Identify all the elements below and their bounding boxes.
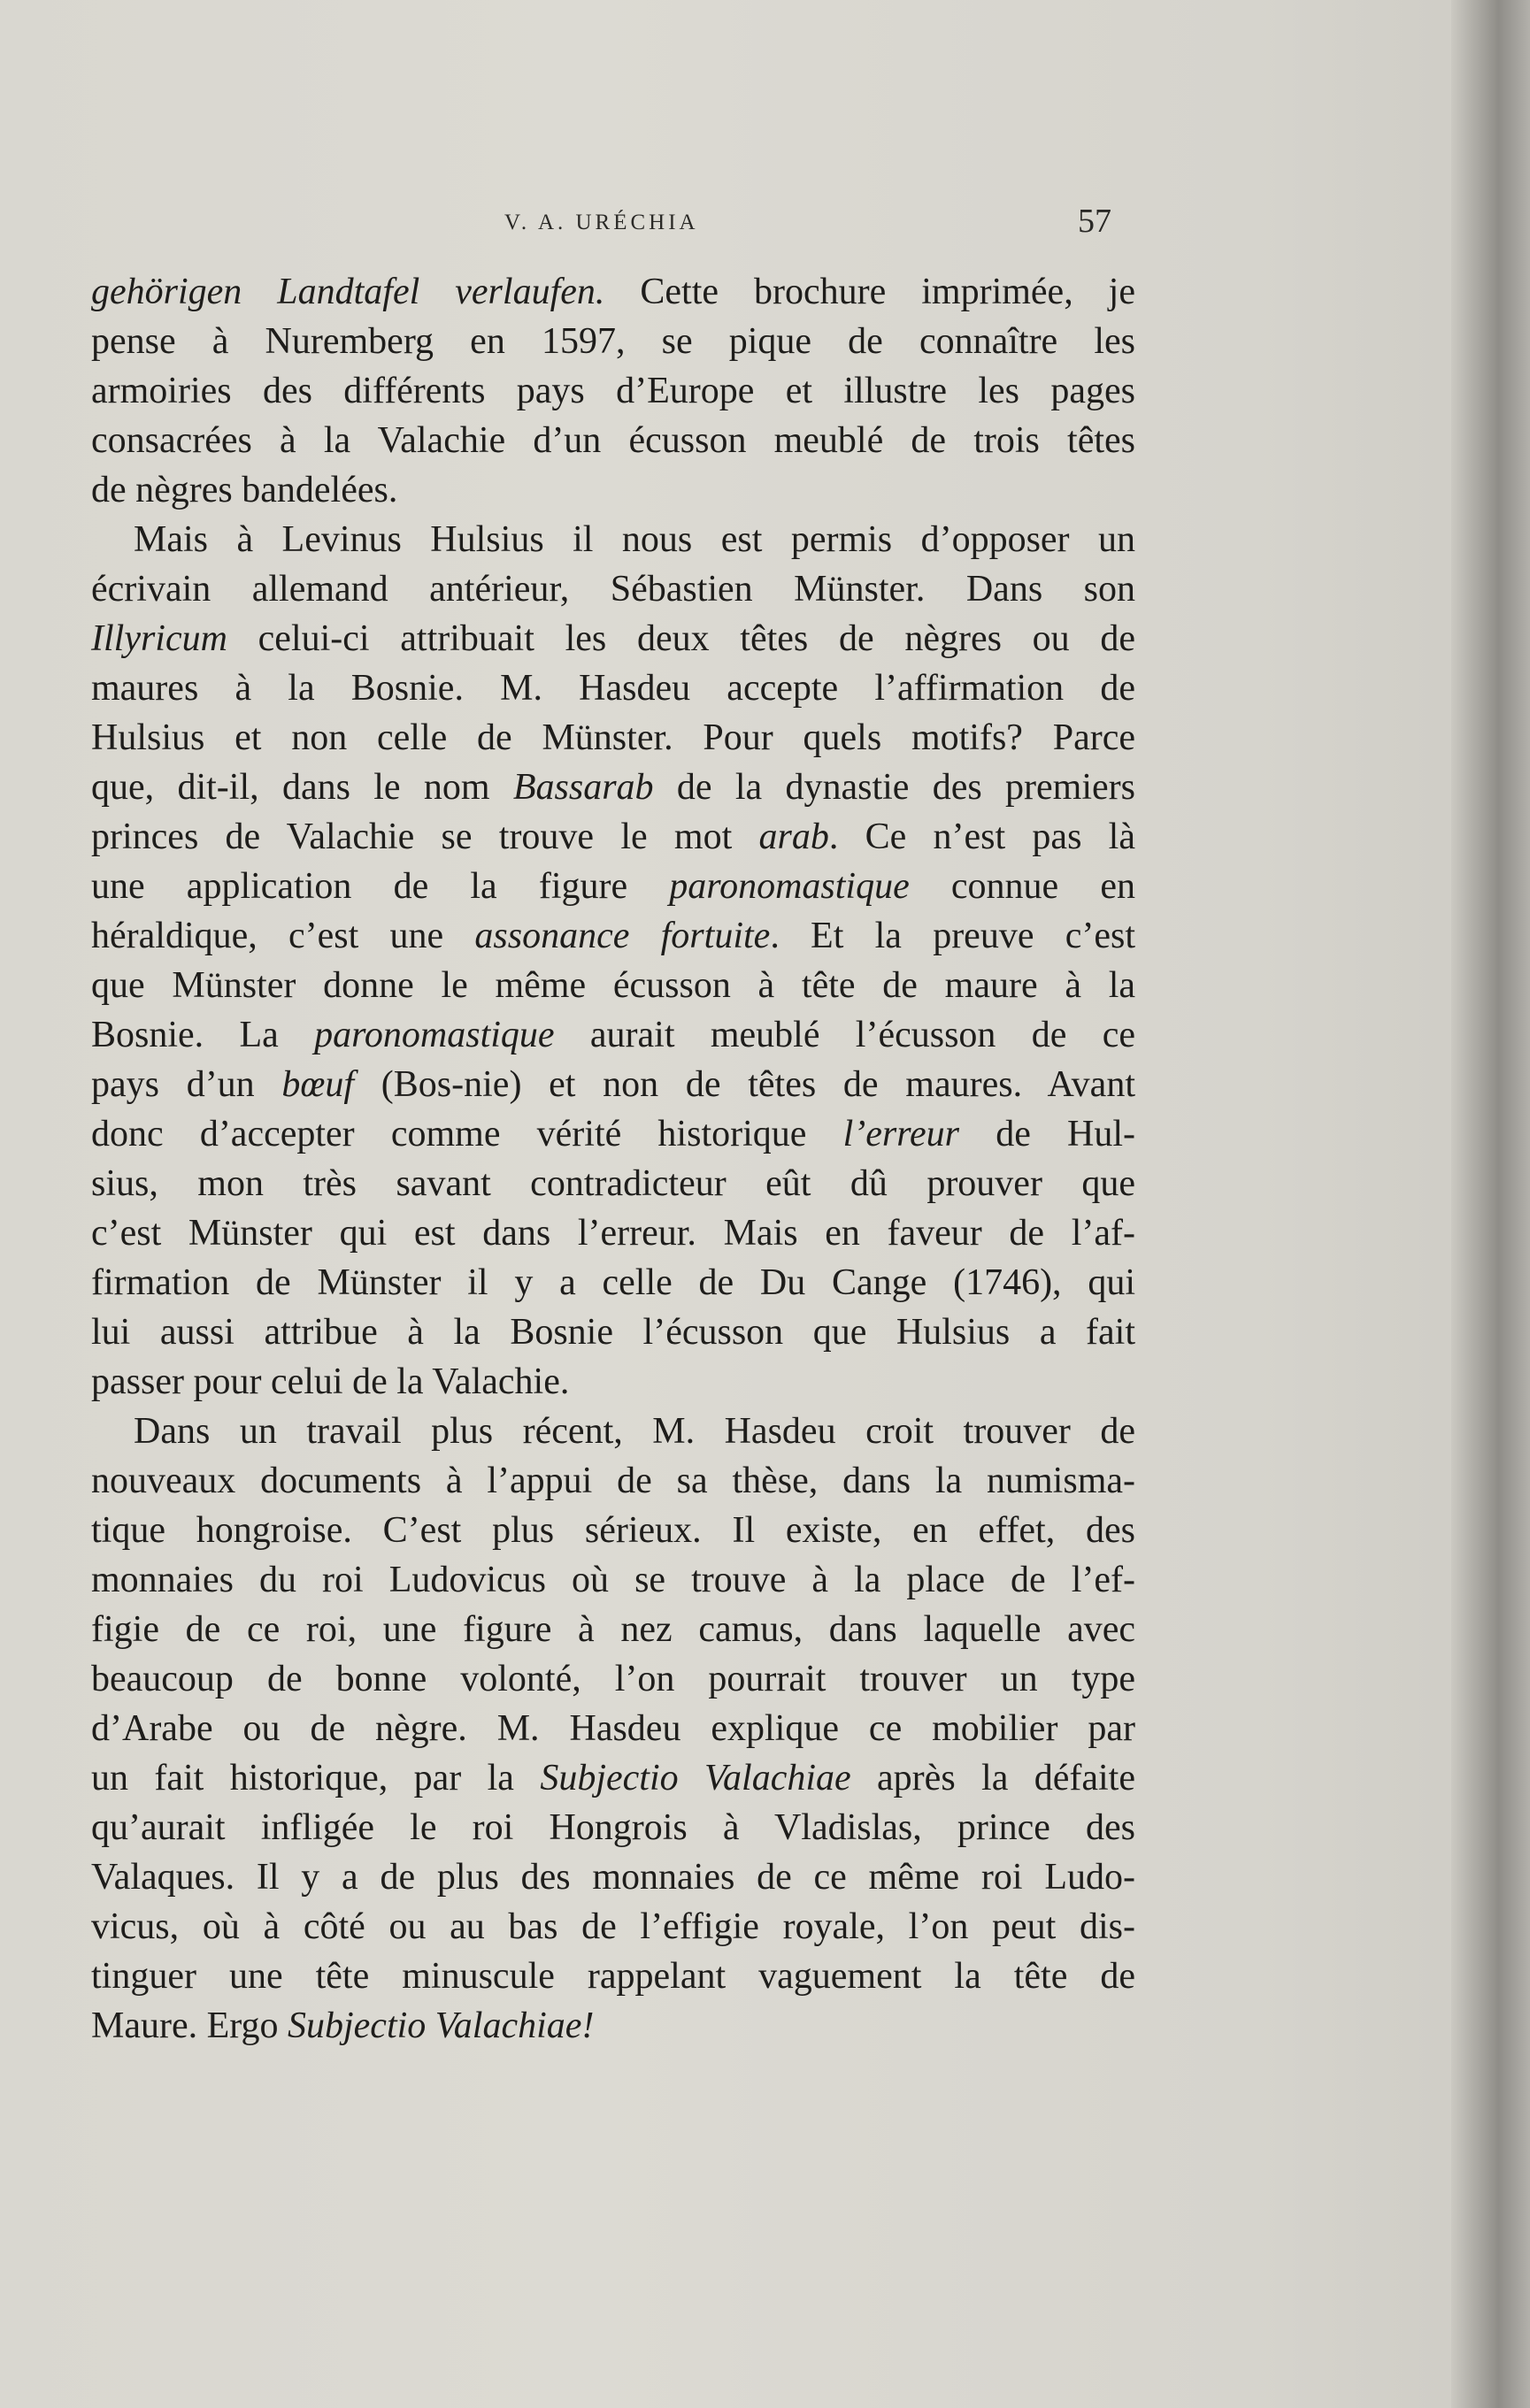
text-segment: connue en (909, 866, 1135, 907)
text-segment: . Et la preuve c’est (770, 916, 1135, 956)
italic-text: assonance fortuite (474, 916, 771, 956)
page-header (0, 202, 1530, 241)
text-line (91, 713, 1135, 763)
text-line (91, 812, 1135, 862)
text-segment: vicus, où à côté ou au bas de l’effigie royale, l’on peut dis- (91, 1906, 1135, 1947)
text-line (91, 1258, 1135, 1308)
text-segment: après la défaite (850, 1758, 1135, 1798)
text-segment: sius, mon très savant contradicteur eût dû prouver que (91, 1163, 1135, 1204)
italic-text: paronomastique (314, 1015, 555, 1055)
text-segment: Valaques. Il y a de plus des monnaies de ce même roi Ludo- (91, 1857, 1135, 1898)
italic-text: arab (758, 817, 829, 857)
italic-text: Illyricum (91, 618, 227, 659)
text-line (91, 1208, 1135, 1258)
page-number: 57 (1078, 203, 1111, 240)
text-segment: qu’aurait infligée le roi Hongrois à Vladislas, prince des (91, 1807, 1135, 1848)
text-segment: Mais à Levinus Hulsius il nous est permis d’opposer un (134, 519, 1135, 560)
text-line (91, 1060, 1135, 1109)
text-segment: écrivain allemand antérieur, Sébastien Münster. Dans son (91, 569, 1135, 610)
text-segment: beaucoup de bonne volonté, l’on pourrait trouver un type (91, 1659, 1135, 1699)
text-segment: donc d’accepter comme vérité historique (91, 1114, 843, 1154)
text-segment: de la dynastie des premiers (653, 767, 1135, 808)
text-segment: maures à la Bosnie. M. Hasdeu accepte l’affirmation de (91, 668, 1135, 709)
text-line (91, 1704, 1135, 1753)
text-line (91, 366, 1135, 416)
text-segment: passer pour celui de la Valachie. (91, 1361, 570, 1402)
text-segment: héraldique, c’est une (91, 916, 475, 956)
text-segment: firmation de Münster il y a celle de Du Cange (1746), qui (91, 1262, 1135, 1303)
text-line (91, 1753, 1135, 1803)
text-segment: Dans un travail plus récent, M. Hasdeu croit trouver de (134, 1411, 1135, 1452)
text-segment: que, dit-il, dans le nom (91, 767, 513, 808)
text-segment: Cette brochure imprimée, je (604, 272, 1135, 312)
italic-text: bœuf (281, 1064, 355, 1105)
book-binding-edge (1451, 0, 1530, 2408)
text-segment: d’Arabe ou de nègre. M. Hasdeu explique ce mobilier par (91, 1708, 1135, 1749)
text-segment: un fait historique, par la (91, 1758, 541, 1798)
text-segment: monnaies du roi Ludovicus où se trouve à la place de l’ef- (91, 1560, 1135, 1600)
italic-text: paronomastique (669, 866, 910, 907)
text-line (91, 961, 1135, 1010)
text-line (91, 911, 1135, 961)
text-segment: nouveaux documents à l’appui de sa thèse, dans la numisma- (91, 1461, 1135, 1501)
text-line (91, 564, 1135, 614)
text-segment: Maure. Ergo (91, 2005, 288, 2046)
text-segment: Bosnie. La (91, 1015, 315, 1055)
italic-text: Subjectio Valachiae (540, 1758, 851, 1798)
text-segment: c’est Münster qui est dans l’erreur. Mais en faveur de l’af- (91, 1213, 1135, 1254)
text-line (91, 763, 1135, 812)
text-segment: pays d’un (91, 1064, 282, 1105)
text-line (91, 1555, 1135, 1605)
body-text (91, 267, 1135, 2051)
text-segment: pense à Nuremberg en 1597, se pique de connaître les (91, 321, 1135, 362)
text-line (91, 1902, 1135, 1952)
text-line (91, 2001, 1135, 2051)
text-line (91, 1803, 1135, 1852)
text-segment: de Hul- (959, 1114, 1135, 1154)
text-segment: aurait meublé l’écusson de ce (554, 1015, 1135, 1055)
italic-text: l’erreur (842, 1114, 960, 1154)
text-line (91, 663, 1135, 713)
text-line (91, 1952, 1135, 2001)
text-segment: une application de la figure (91, 866, 670, 907)
text-line (91, 1109, 1135, 1159)
text-segment: figie de ce roi, une figure à nez camus, dans laquelle avec (91, 1609, 1135, 1650)
text-line (91, 416, 1135, 465)
text-segment: (Bos-nie) et non de têtes de maures. Avant (354, 1064, 1135, 1105)
text-segment: consacrées à la Valachie d’un écusson meublé de trois têtes (91, 420, 1135, 461)
text-line (91, 1605, 1135, 1654)
text-line (91, 1654, 1135, 1704)
running-head: V. A. URÉCHIA (504, 211, 699, 234)
text-line (91, 1159, 1135, 1208)
text-segment: lui aussi attribue à la Bosnie l’écusson que Hulsius a fait (91, 1312, 1135, 1353)
text-segment: celui-ci attribuait les deux têtes de nègres ou de (227, 618, 1135, 659)
text-line (91, 317, 1135, 366)
text-line (91, 1506, 1135, 1555)
text-line (91, 1456, 1135, 1506)
text-segment: armoiries des différents pays d’Europe et illustre les pages (91, 371, 1135, 411)
text-line (91, 1407, 1135, 1456)
text-segment: . Ce n’est pas là (828, 817, 1135, 857)
text-segment: Hulsius et non celle de Münster. Pour quels motifs? Parce (91, 717, 1135, 758)
text-line (91, 1308, 1135, 1357)
text-line (91, 1357, 1135, 1407)
text-line (91, 267, 1135, 317)
text-line (91, 515, 1135, 564)
text-line (91, 465, 1135, 515)
text-line (91, 1010, 1135, 1060)
text-line (91, 862, 1135, 911)
text-segment: princes de Valachie se trouve le mot (91, 817, 759, 857)
text-segment: tique hongroise. C’est plus sérieux. Il existe, en effet, des (91, 1510, 1135, 1551)
text-line (91, 1852, 1135, 1902)
text-segment: de nègres bandelées. (91, 470, 398, 510)
text-segment: tinguer une tête minuscule rappelant vaguement la tête de (91, 1956, 1135, 1997)
text-line (91, 614, 1135, 663)
italic-text: Bassarab (512, 767, 654, 808)
italic-text: gehörigen Landtafel verlaufen. (91, 272, 605, 312)
italic-text: Subjectio Valachiae! (288, 2005, 595, 2046)
text-segment: que Münster donne le même écusson à tête de maure à la (91, 965, 1135, 1006)
